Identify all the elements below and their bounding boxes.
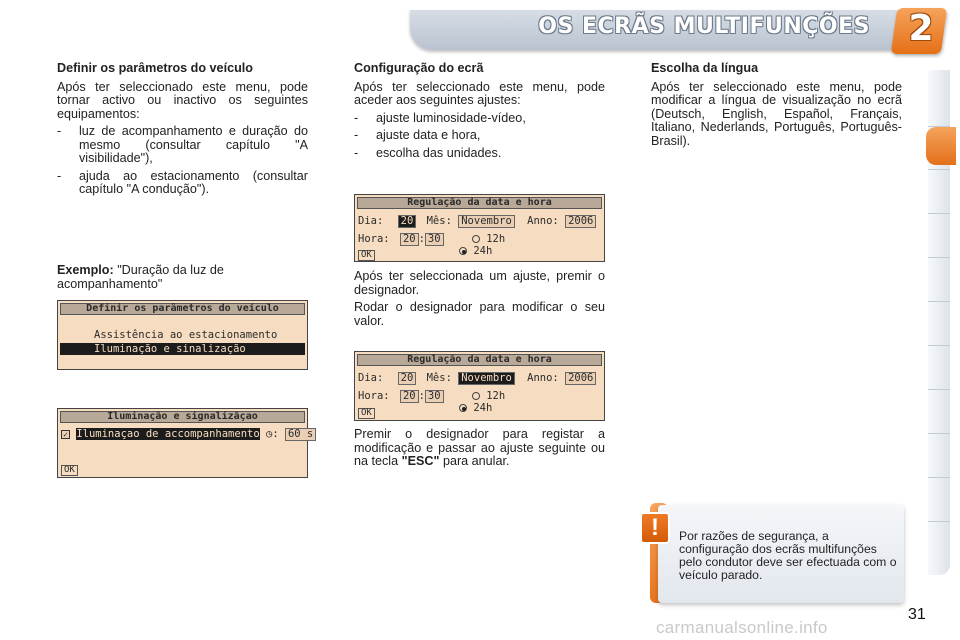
example-label: Exemplo:	[57, 263, 114, 277]
section-intro: Após ter seleccionado este menu, pode aceder aos seguintes ajustes:	[354, 79, 605, 107]
settings-list	[354, 112, 605, 161]
radio-24h[interactable]	[459, 404, 467, 412]
register-instructions	[354, 428, 605, 473]
vehicle-params-screen	[57, 300, 308, 370]
year-field[interactable]: 2006	[565, 372, 596, 385]
menu-item-lighting[interactable]: Iluminação e sinalização	[60, 343, 305, 355]
section-heading: Escolha da língua	[651, 61, 759, 75]
date-row	[358, 215, 596, 228]
chapter-number: 2	[908, 8, 934, 49]
screen-title: Definir os parâmetros do veículo	[60, 303, 305, 315]
list-item: - luz de acompanhamento e duração do mesmo (consultar capítulo "A visibilidade"),	[57, 125, 308, 166]
page-header	[0, 0, 960, 58]
example-caption	[57, 264, 308, 291]
format-24h-row	[459, 245, 492, 257]
month-field[interactable]: Novembro	[458, 372, 515, 385]
list-item: - escolha das unidades.	[354, 147, 605, 161]
vehicle-params-section	[57, 62, 308, 201]
warning-icon: !	[640, 512, 670, 544]
minute-field[interactable]: 30	[425, 233, 444, 246]
tab-divider	[928, 345, 950, 346]
radio-12h[interactable]	[472, 235, 480, 243]
warning-text: Por razões de segurança, a configuração dos ecrãs multifunções pelo condutor deve ser efectuada com o veículo parado.	[679, 529, 897, 582]
screen-config-section	[354, 62, 605, 164]
radio-24h[interactable]	[459, 247, 467, 255]
radio-12h-label: 12h	[486, 390, 506, 402]
page-number: 31	[908, 606, 926, 623]
tab-divider	[928, 257, 950, 258]
list-item: - ajuda ao estacionamento (consultar capítulo "A condução").	[57, 170, 308, 197]
ok-button[interactable]: OK	[61, 465, 78, 476]
watermark: carmanualsonline.info	[656, 618, 828, 637]
equipment-list	[57, 125, 308, 197]
instruction-text: Após ter seleccionada um ajuste, premir o designador.	[354, 269, 605, 297]
screen-title: Regulação da data e hora	[357, 197, 602, 209]
hour-field[interactable]: 20	[400, 390, 419, 403]
year-label: Anno:	[527, 215, 559, 227]
section-text: Após ter seleccionado este menu, pode modificar a língua de visualização no ecrã (Deutsch, English, Español, Français, Italiano, Nederlands, Português, Português-Brasil).	[651, 79, 902, 148]
adjust-instructions	[354, 270, 605, 332]
radio-24h-label: 24h	[473, 402, 493, 414]
checkbox-icon[interactable]: ✓	[61, 430, 70, 439]
list-item: - ajuste luminosidade-vídeo,	[354, 112, 605, 126]
hour-label: Hora:	[358, 390, 390, 402]
section-intro: Após ter seleccionado este menu, pode tornar activo ou inactivo os seguintes equipamentos:	[57, 79, 308, 121]
lighting-option-label: Iluminaçao de accompanhamento	[76, 428, 260, 440]
day-label: Dia:	[358, 215, 384, 227]
screen-title: Iluminação e signalizãçao	[60, 411, 305, 423]
esc-key-label: "ESC"	[401, 454, 440, 468]
duration-value[interactable]: 60 s	[285, 428, 316, 441]
instruction-text-end: para anular.	[442, 454, 510, 468]
month-label: Mês:	[426, 215, 452, 227]
time-row: Hora: 20 : 30 12h	[358, 390, 506, 402]
tab-divider	[928, 433, 950, 434]
minute-field[interactable]: 30	[425, 390, 444, 403]
tab-divider	[928, 477, 950, 478]
day-field[interactable]: 20	[398, 372, 417, 385]
month-label: Mês:	[426, 372, 452, 384]
section-heading: Configuração do ecrã	[354, 61, 484, 75]
radio-24h-label: 24h	[473, 245, 493, 257]
format-24h-row	[459, 402, 492, 414]
hour-field[interactable]: 20	[400, 233, 419, 246]
ok-button[interactable]: OK	[358, 250, 375, 261]
radio-12h[interactable]	[472, 392, 480, 400]
hour-label: Hora:	[358, 233, 390, 245]
clock-icon: ◷	[265, 428, 273, 440]
tab-divider	[928, 213, 950, 214]
year-field[interactable]: 2006	[565, 215, 596, 228]
date-row	[358, 372, 596, 385]
month-field[interactable]: Novembro	[458, 215, 515, 228]
instruction-text: Rodar o designador para modificar o seu valor.	[354, 300, 605, 328]
menu-item-parking-assist[interactable]: Assistência ao estacionamento	[94, 329, 278, 341]
lighting-row[interactable]: ✓ Iluminaçao de accompanhamento ◷: 60 s	[61, 428, 316, 441]
radio-12h-label: 12h	[486, 233, 506, 245]
year-label: Anno:	[527, 372, 559, 384]
tab-divider	[928, 169, 950, 170]
tab-divider	[928, 389, 950, 390]
tab-divider	[928, 521, 950, 522]
day-label: Dia:	[358, 372, 384, 384]
tab-divider	[928, 301, 950, 302]
language-section	[651, 62, 902, 152]
example-text: "Duração da luz de acompanhamento"	[57, 263, 224, 291]
screen-title: Regulação da data e hora	[357, 354, 602, 366]
lighting-screen	[57, 408, 314, 478]
day-field[interactable]: 20	[398, 215, 417, 228]
active-chapter-tab[interactable]	[926, 127, 956, 165]
time-row: Hora: 20 : 30 12h	[358, 233, 506, 245]
ok-button[interactable]: OK	[358, 408, 375, 419]
section-heading: Definir os parâmetros do veículo	[57, 61, 253, 75]
date-time-screen-month	[354, 351, 605, 421]
instruction-text-main: Premir o designador para registar a modificação e passar ao ajuste seguinte ou na tecla	[354, 427, 605, 468]
instruction-text	[354, 428, 605, 469]
page-title: OS ECRÃS MULTIFUNÇÕES	[538, 14, 870, 39]
date-time-screen-day	[354, 194, 605, 262]
list-item: - ajuste data e hora,	[354, 129, 605, 143]
